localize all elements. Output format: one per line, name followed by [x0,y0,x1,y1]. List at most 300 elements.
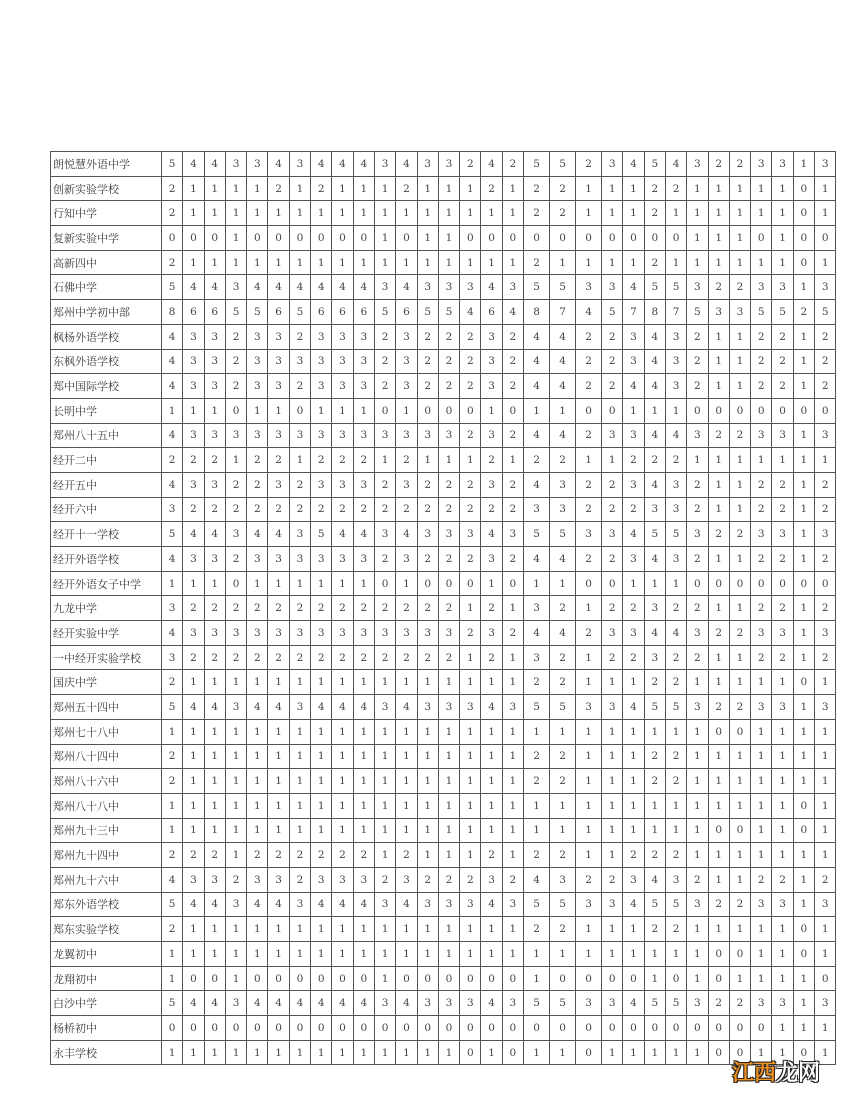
school-name-cell: 龙翔初中 [51,966,162,991]
value-cell: 3 [815,892,836,917]
value-cell: 1 [708,349,729,374]
value-cell: 1 [665,1040,686,1065]
value-cell: 2 [460,374,481,399]
value-cell: 1 [460,596,481,621]
value-cell: 2 [550,176,576,201]
value-cell: 0 [708,719,729,744]
value-cell: 1 [687,793,708,818]
table-row [51,1040,836,1065]
value-cell: 2 [772,472,793,497]
value-cell: 1 [289,201,310,226]
value-cell: 5 [162,275,183,300]
value-cell: 1 [751,1040,772,1065]
value-cell: 1 [502,942,523,967]
value-cell: 2 [772,547,793,572]
value-cell: 0 [729,1016,750,1041]
value-cell: 1 [183,818,204,843]
value-cell: 3 [289,423,310,448]
value-cell: 2 [644,201,665,226]
value-cell: 4 [550,621,576,646]
value-cell: 3 [162,497,183,522]
value-cell: 2 [502,472,523,497]
value-cell: 2 [225,596,246,621]
value-cell: 3 [289,695,310,720]
value-cell: 1 [687,942,708,967]
value-cell: 4 [247,522,268,547]
value-cell: 2 [576,621,602,646]
value-cell: 0 [815,226,836,251]
value-cell: 3 [502,522,523,547]
value-cell: 1 [268,398,289,423]
value-cell: 2 [751,472,772,497]
value-cell: 2 [204,645,225,670]
value-cell: 2 [623,596,644,621]
value-cell: 2 [247,472,268,497]
value-cell: 3 [751,423,772,448]
value-cell: 1 [460,250,481,275]
value-cell: 1 [815,917,836,942]
value-cell: 2 [644,744,665,769]
value-cell: 1 [289,942,310,967]
value-cell: 2 [247,843,268,868]
value-cell: 1 [623,942,644,967]
value-cell: 1 [225,448,246,473]
value-cell: 1 [665,818,686,843]
value-cell: 0 [396,1016,417,1041]
value-cell: 4 [247,991,268,1016]
value-cell: 1 [524,719,550,744]
value-cell: 1 [687,719,708,744]
value-cell: 4 [204,695,225,720]
value-cell: 3 [576,892,602,917]
value-cell: 4 [665,423,686,448]
value-cell: 1 [183,942,204,967]
value-cell: 3 [268,374,289,399]
value-cell: 4 [623,695,644,720]
value-cell: 1 [576,793,602,818]
value-cell: 2 [502,423,523,448]
value-cell: 1 [225,250,246,275]
value-cell: 1 [247,917,268,942]
value-cell: 0 [576,398,602,423]
value-cell: 1 [708,497,729,522]
value-cell: 1 [550,1040,576,1065]
value-cell: 1 [502,176,523,201]
value-cell: 3 [183,547,204,572]
value-cell: 1 [204,818,225,843]
value-cell: 2 [396,448,417,473]
value-cell: 3 [438,522,459,547]
value-cell: 2 [524,448,550,473]
value-cell: 3 [481,472,502,497]
value-cell: 1 [225,719,246,744]
value-cell: 4 [524,621,550,646]
value-cell: 2 [438,645,459,670]
value-cell: 1 [460,448,481,473]
value-cell: 1 [687,201,708,226]
value-cell: 2 [772,349,793,374]
value-cell: 2 [772,324,793,349]
value-cell: 4 [332,275,353,300]
value-cell: 1 [417,843,438,868]
value-cell: 4 [524,867,550,892]
value-cell: 3 [396,621,417,646]
value-cell: 2 [772,497,793,522]
value-cell: 3 [815,152,836,177]
value-cell: 3 [481,423,502,448]
value-cell: 3 [225,892,246,917]
value-cell: 3 [374,991,395,1016]
value-cell: 0 [815,966,836,991]
value-cell: 1 [550,793,576,818]
value-cell: 4 [524,472,550,497]
value-cell: 4 [623,522,644,547]
value-cell: 1 [353,793,374,818]
value-cell: 1 [332,793,353,818]
value-cell: 1 [481,1040,502,1065]
value-cell: 2 [751,349,772,374]
value-cell: 3 [353,472,374,497]
value-cell: 2 [268,497,289,522]
value-cell: 5 [524,892,550,917]
value-cell: 4 [481,892,502,917]
value-cell: 1 [332,917,353,942]
value-cell: 1 [438,843,459,868]
value-cell: 6 [204,300,225,325]
value-cell: 1 [183,793,204,818]
value-cell: 0 [602,966,623,991]
value-cell: 0 [268,966,289,991]
value-cell: 1 [332,769,353,794]
value-cell: 0 [793,670,814,695]
value-cell: 1 [481,719,502,744]
value-cell: 6 [353,300,374,325]
value-cell: 3 [751,152,772,177]
value-cell: 5 [644,275,665,300]
value-cell: 4 [644,867,665,892]
value-cell: 1 [729,176,750,201]
value-cell: 0 [460,966,481,991]
value-cell: 2 [687,645,708,670]
value-cell: 4 [311,991,332,1016]
value-cell: 1 [793,966,814,991]
value-cell: 1 [729,645,750,670]
value-cell: 2 [729,695,750,720]
value-cell: 2 [289,324,310,349]
value-cell: 1 [311,769,332,794]
value-cell: 2 [417,645,438,670]
value-cell: 1 [793,275,814,300]
value-cell: 0 [225,571,246,596]
value-cell: 1 [602,176,623,201]
value-cell: 3 [576,522,602,547]
value-cell: 4 [524,324,550,349]
value-cell: 1 [708,472,729,497]
value-cell: 1 [183,917,204,942]
value-cell: 3 [332,867,353,892]
value-cell: 1 [793,695,814,720]
value-cell: 2 [550,744,576,769]
value-cell: 1 [460,670,481,695]
value-cell: 1 [225,793,246,818]
value-cell: 3 [815,275,836,300]
value-cell: 6 [183,300,204,325]
value-cell: 2 [708,152,729,177]
value-cell: 2 [289,596,310,621]
value-cell: 5 [644,152,665,177]
table-row [51,719,836,744]
value-cell: 2 [311,448,332,473]
value-cell: 0 [576,1040,602,1065]
value-cell: 3 [815,695,836,720]
value-cell: 5 [289,300,310,325]
value-cell: 0 [708,818,729,843]
table-row [51,966,836,991]
value-cell: 2 [225,867,246,892]
value-cell: 1 [353,769,374,794]
value-cell: 1 [332,201,353,226]
value-cell: 1 [417,1040,438,1065]
table-row [51,547,836,572]
table-row [51,942,836,967]
value-cell: 3 [576,991,602,1016]
value-cell: 5 [225,300,246,325]
value-cell: 1 [729,472,750,497]
value-cell: 3 [417,991,438,1016]
value-cell: 3 [481,621,502,646]
value-cell: 4 [481,991,502,1016]
value-cell: 4 [396,275,417,300]
value-cell: 0 [793,942,814,967]
value-cell: 3 [289,152,310,177]
value-cell: 1 [353,201,374,226]
value-cell: 3 [396,472,417,497]
value-cell: 0 [183,966,204,991]
value-cell: 1 [644,793,665,818]
value-cell: 2 [183,843,204,868]
value-cell: 4 [162,349,183,374]
value-cell: 2 [524,670,550,695]
value-cell: 2 [665,769,686,794]
value-cell: 4 [644,374,665,399]
value-cell: 0 [289,1016,310,1041]
value-cell: 1 [289,744,310,769]
value-cell: 1 [268,571,289,596]
value-cell: 4 [332,152,353,177]
value-cell: 4 [353,275,374,300]
value-cell: 1 [204,769,225,794]
value-cell: 1 [481,670,502,695]
value-cell: 4 [332,522,353,547]
value-cell: 0 [460,226,481,251]
value-cell: 1 [772,448,793,473]
value-cell: 3 [374,275,395,300]
value-cell: 1 [644,942,665,967]
value-cell: 1 [460,843,481,868]
value-cell: 2 [225,547,246,572]
value-cell: 1 [268,670,289,695]
value-cell: 1 [332,818,353,843]
table-row [51,843,836,868]
value-cell: 1 [268,793,289,818]
value-cell: 1 [729,448,750,473]
value-cell: 2 [815,645,836,670]
value-cell: 1 [815,942,836,967]
value-cell: 1 [772,793,793,818]
value-cell: 0 [460,1016,481,1041]
value-cell: 0 [772,571,793,596]
value-cell: 2 [374,596,395,621]
value-cell: 2 [687,374,708,399]
value-cell: 1 [665,793,686,818]
value-cell: 2 [502,152,523,177]
value-cell: 2 [644,843,665,868]
value-cell: 2 [460,497,481,522]
value-cell: 2 [576,423,602,448]
value-cell: 3 [602,892,623,917]
value-cell: 1 [247,250,268,275]
value-cell: 2 [374,547,395,572]
school-name-cell: 长明中学 [51,398,162,423]
value-cell: 5 [162,892,183,917]
value-cell: 3 [665,374,686,399]
value-cell: 3 [204,472,225,497]
value-cell: 1 [793,867,814,892]
value-cell: 2 [708,695,729,720]
value-cell: 3 [772,522,793,547]
value-cell: 3 [687,991,708,1016]
value-cell: 3 [481,349,502,374]
value-cell: 3 [772,695,793,720]
value-cell: 0 [815,398,836,423]
value-cell: 6 [332,300,353,325]
value-cell: 2 [502,867,523,892]
value-cell: 1 [183,769,204,794]
value-cell: 3 [247,867,268,892]
value-cell: 2 [576,324,602,349]
value-cell: 1 [751,719,772,744]
value-cell: 4 [665,152,686,177]
value-cell: 1 [268,818,289,843]
school-name-cell: 枫杨外语学校 [51,324,162,349]
value-cell: 1 [332,719,353,744]
value-cell: 1 [708,448,729,473]
value-cell: 3 [687,275,708,300]
table-row [51,917,836,942]
value-cell: 1 [204,670,225,695]
value-cell: 1 [438,226,459,251]
value-cell: 7 [623,300,644,325]
value-cell: 5 [524,275,550,300]
value-cell: 3 [460,275,481,300]
value-cell: 4 [332,991,353,1016]
value-cell: 1 [268,250,289,275]
value-cell: 1 [772,719,793,744]
table-row [51,275,836,300]
value-cell: 3 [311,867,332,892]
value-cell: 2 [268,176,289,201]
value-cell: 2 [460,324,481,349]
value-cell: 2 [460,152,481,177]
school-name-cell: 国庆中学 [51,670,162,695]
value-cell: 5 [374,300,395,325]
value-cell: 0 [396,226,417,251]
value-cell: 4 [353,695,374,720]
value-cell: 0 [772,398,793,423]
value-cell: 0 [438,398,459,423]
value-cell: 0 [550,966,576,991]
value-cell: 0 [576,1016,602,1041]
value-cell: 0 [311,966,332,991]
value-cell: 0 [665,226,686,251]
value-cell: 1 [417,744,438,769]
value-cell: 1 [332,1040,353,1065]
value-cell: 1 [708,769,729,794]
value-cell: 2 [162,744,183,769]
value-cell: 3 [353,621,374,646]
value-cell: 3 [751,991,772,1016]
value-cell: 2 [687,349,708,374]
watermark-part1: 江西 [732,1061,777,1086]
value-cell: 3 [417,522,438,547]
school-quota-table [50,151,836,1065]
value-cell: 1 [793,892,814,917]
value-cell: 0 [247,1016,268,1041]
value-cell: 4 [623,892,644,917]
value-cell: 3 [665,497,686,522]
value-cell: 0 [289,966,310,991]
value-cell: 1 [438,201,459,226]
value-cell: 1 [374,201,395,226]
value-cell: 3 [332,374,353,399]
value-cell: 1 [772,201,793,226]
value-cell: 0 [502,1016,523,1041]
value-cell: 2 [225,497,246,522]
value-cell: 1 [708,547,729,572]
value-cell: 1 [162,571,183,596]
value-cell: 4 [183,522,204,547]
value-cell: 0 [751,226,772,251]
value-cell: 1 [815,250,836,275]
value-cell: 1 [438,818,459,843]
value-cell: 1 [353,818,374,843]
value-cell: 3 [289,522,310,547]
value-cell: 2 [289,497,310,522]
value-cell: 0 [374,571,395,596]
value-cell: 1 [602,448,623,473]
school-name-cell: 经开六中 [51,497,162,522]
value-cell: 4 [644,349,665,374]
value-cell: 1 [502,719,523,744]
value-cell: 0 [623,1016,644,1041]
value-cell: 0 [332,966,353,991]
value-cell: 0 [460,571,481,596]
value-cell: 3 [374,892,395,917]
value-cell: 3 [353,349,374,374]
value-cell: 1 [793,522,814,547]
value-cell: 1 [289,769,310,794]
table-row [51,818,836,843]
value-cell: 2 [417,374,438,399]
value-cell: 1 [183,670,204,695]
value-cell: 4 [481,152,502,177]
value-cell: 0 [225,398,246,423]
school-name-cell: 经开二中 [51,448,162,473]
value-cell: 4 [268,275,289,300]
value-cell: 4 [268,892,289,917]
value-cell: 2 [417,547,438,572]
value-cell: 1 [460,201,481,226]
